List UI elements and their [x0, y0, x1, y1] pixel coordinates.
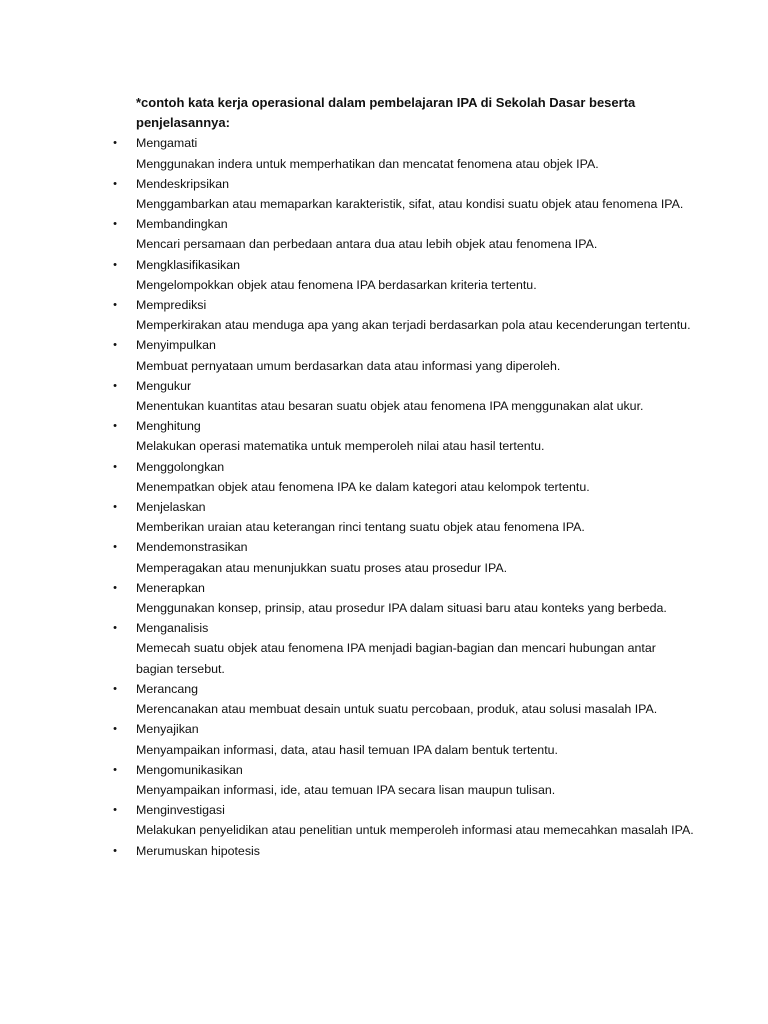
bullet-icon: • [113, 682, 117, 695]
verb-term: Menjelaskan [136, 500, 206, 515]
verb-description: Memberikan uraian atau keterangan rinci tentang suatu objek atau fenomena IPA. [136, 520, 585, 535]
verb-term: Mengomunikasikan [136, 762, 243, 777]
document-body [113, 93, 696, 861]
verb-description: Merencanakan atau membuat desain untuk suatu percobaan, produk, atau solusi masalah IPA. [136, 702, 658, 717]
verb-term: Mendeskripsikan [136, 176, 229, 191]
list-item [113, 679, 696, 719]
bullet-icon: • [113, 622, 117, 635]
verb-term: Menyimpulkan [136, 338, 216, 353]
verb-description: Mencari persamaan dan perbedaan antara dua atau lebih objek atau fenomena IPA. [136, 237, 598, 252]
list-item [113, 295, 696, 335]
verb-term: Menghitung [136, 419, 201, 434]
verb-term: Mendemonstrasikan [136, 540, 248, 555]
verb-list [113, 133, 696, 860]
verb-term: Merancang [136, 681, 198, 696]
list-item [113, 376, 696, 416]
verb-term: Merumuskan hipotesis [136, 843, 260, 858]
list-item [113, 457, 696, 497]
verb-description: Menggambarkan atau memaparkan karakteristik, sifat, atau kondisi suatu objek atau fenomena IPA. [136, 197, 684, 212]
list-item [113, 416, 696, 456]
verb-description: Memperkirakan atau menduga apa yang akan terjadi berdasarkan pola atau kecenderungan tertentu. [136, 318, 691, 333]
verb-term: Menggolongkan [136, 459, 225, 474]
verb-description: Memperagakan atau menunjukkan suatu proses atau prosedur IPA. [136, 560, 508, 575]
bullet-icon: • [113, 723, 117, 736]
list-item [113, 255, 696, 295]
verb-term: Membandingkan [136, 217, 228, 232]
bullet-icon: • [113, 218, 117, 231]
bullet-icon: • [113, 258, 117, 271]
verb-description: Melakukan penyelidikan atau penelitian untuk memperoleh informasi atau memecahkan masalah IPA. [136, 823, 694, 838]
bullet-icon: • [113, 501, 117, 514]
verb-description: Memecah suatu objek atau fenomena IPA menjadi bagian-bagian dan mencari hubungan antar bagian tersebut. [136, 641, 656, 676]
bullet-icon: • [113, 541, 117, 554]
bullet-icon: • [113, 339, 117, 352]
verb-description: Menentukan kuantitas atau besaran suatu objek atau fenomena IPA menggunakan alat ukur. [136, 399, 644, 414]
verb-term: Mengklasifikasikan [136, 257, 240, 272]
verb-description: Menyampaikan informasi, data, atau hasil temuan IPA dalam bentuk tertentu. [136, 742, 558, 757]
document-heading: *contoh kata kerja operasional dalam pembelajaran IPA di Sekolah Dasar beserta penjelasannya: [136, 95, 636, 131]
bullet-icon: • [113, 379, 117, 392]
verb-term: Menganalisis [136, 621, 209, 636]
list-item [113, 497, 696, 537]
list-item [113, 760, 696, 800]
bullet-icon: • [113, 420, 117, 433]
list-item [113, 214, 696, 254]
bullet-icon: • [113, 581, 117, 594]
verb-term: Mengamati [136, 136, 198, 151]
verb-term: Mengukur [136, 378, 192, 393]
bullet-icon: • [113, 804, 117, 817]
verb-description: Menggunakan indera untuk memperhatikan dan mencatat fenomena atau objek IPA. [136, 156, 599, 171]
list-item [113, 719, 696, 759]
bullet-icon: • [113, 460, 117, 473]
verb-description: Membuat pernyataan umum berdasarkan data atau informasi yang diperoleh. [136, 358, 561, 373]
verb-description: Menggunakan konsep, prinsip, atau prosedur IPA dalam situasi baru atau konteks yang berbeda. [136, 601, 667, 616]
list-item [113, 618, 696, 679]
bullet-icon: • [113, 844, 117, 857]
list-item [113, 537, 696, 577]
verb-term: Memprediksi [136, 298, 207, 313]
list-item [113, 841, 696, 861]
verb-description: Menempatkan objek atau fenomena IPA ke dalam kategori atau kelompok tertentu. [136, 479, 590, 494]
bullet-icon: • [113, 299, 117, 312]
verb-description: Menyampaikan informasi, ide, atau temuan IPA secara lisan maupun tulisan. [136, 782, 556, 797]
list-item [113, 800, 696, 840]
bullet-icon: • [113, 763, 117, 776]
verb-description: Mengelompokkan objek atau fenomena IPA berdasarkan kriteria tertentu. [136, 277, 537, 292]
list-item [113, 335, 696, 375]
bullet-icon: • [113, 137, 117, 150]
bullet-icon: • [113, 177, 117, 190]
list-item [113, 174, 696, 214]
verb-term: Menyajikan [136, 722, 199, 737]
verb-term: Menginvestigasi [136, 803, 225, 818]
verb-term: Menerapkan [136, 580, 205, 595]
list-item [113, 578, 696, 618]
verb-description: Melakukan operasi matematika untuk memperoleh nilai atau hasil tertentu. [136, 439, 545, 454]
list-item [113, 133, 696, 173]
